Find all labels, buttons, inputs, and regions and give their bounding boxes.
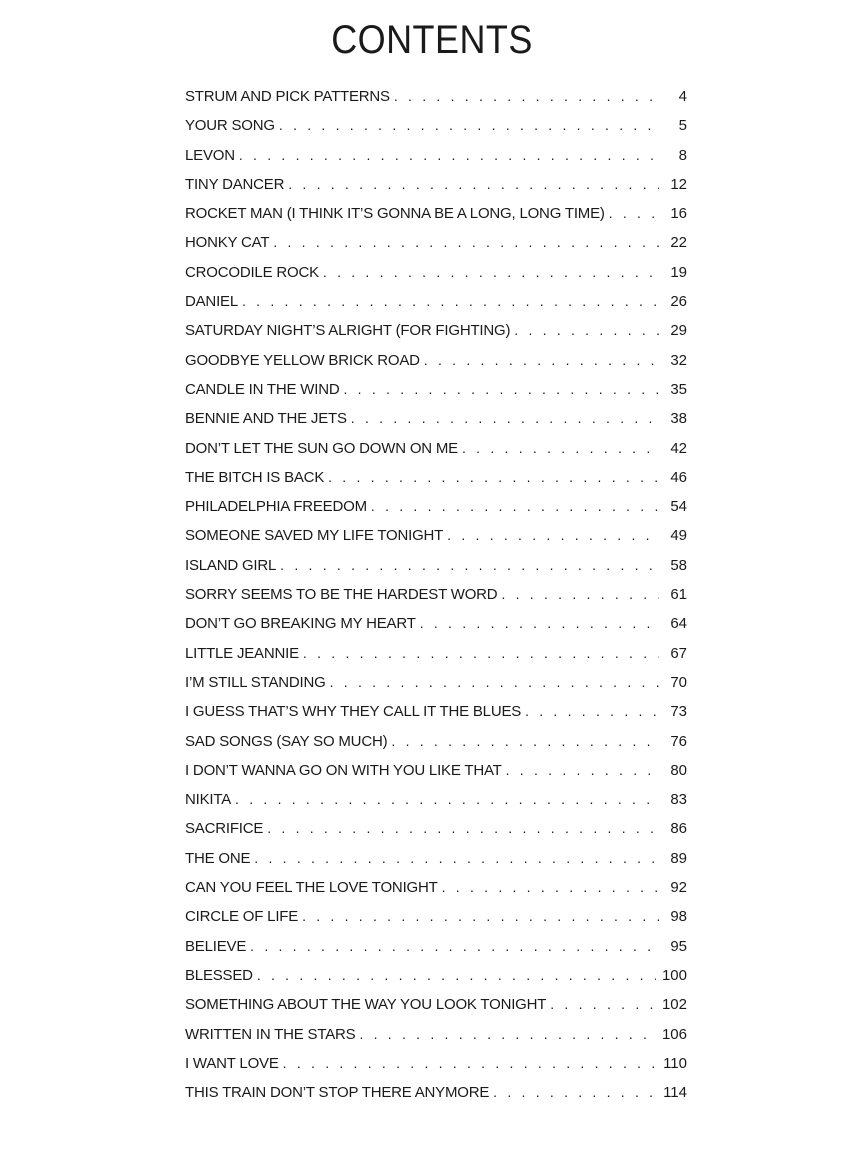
toc-entry-title: THIS TRAIN DON’T STOP THERE ANYMORE — [185, 1084, 490, 1102]
toc-entry — [185, 521, 687, 550]
toc-entry-title: THE ONE — [185, 849, 251, 867]
toc-entry-page-number: 80 — [670, 761, 687, 779]
toc-entry-page-number: 86 — [670, 820, 687, 838]
toc-entry-title: ISLAND GIRL — [185, 556, 277, 574]
toc-entry — [185, 932, 687, 961]
toc-entry-page-number: 64 — [670, 615, 687, 633]
toc-entry-page-number: 29 — [670, 322, 687, 340]
toc-entry-title: PHILADELPHIA FREEDOM — [185, 498, 367, 516]
toc-entry — [185, 639, 687, 668]
toc-entry-title: NIKITA — [185, 791, 232, 809]
dot-leader — [328, 463, 659, 492]
toc-entry-title: THE BITCH IS BACK — [185, 468, 325, 486]
toc-entry — [185, 228, 687, 257]
toc-entry-page-number: 4 — [678, 88, 687, 105]
toc-entry — [185, 375, 687, 404]
dot-leader — [514, 316, 659, 345]
dot-leader — [302, 902, 659, 931]
toc-entry — [185, 785, 687, 814]
dot-leader — [506, 756, 659, 785]
toc-entry — [185, 697, 687, 726]
dot-leader — [550, 990, 656, 1019]
toc-entry-page-number: 92 — [670, 879, 687, 897]
dot-leader — [391, 727, 659, 756]
toc-entry — [185, 141, 687, 170]
toc-entry-title: ROCKET MAN (I THINK IT’S GONNA BE A LONG, LONG TIME) — [185, 205, 605, 223]
toc-entry-title: STRUM AND PICK PATTERNS — [185, 88, 390, 105]
toc-entry — [185, 82, 687, 111]
toc-entry-title: TINY DANCER — [185, 175, 285, 193]
dot-leader — [254, 844, 659, 873]
toc-entry — [185, 287, 687, 316]
toc-entry-title: BENNIE AND THE JETS — [185, 410, 347, 428]
dot-leader — [283, 1049, 657, 1078]
table-of-contents — [185, 82, 687, 1107]
toc-entry-title: DANIEL — [185, 293, 238, 311]
toc-entry — [185, 1020, 687, 1049]
toc-entry-title: BELIEVE — [185, 937, 247, 955]
toc-entry — [185, 902, 687, 931]
toc-entry-page-number: 42 — [670, 439, 687, 457]
toc-entry — [185, 463, 687, 492]
toc-entry-page-number: 95 — [670, 937, 687, 955]
toc-entry — [185, 727, 687, 756]
dot-leader — [280, 551, 659, 580]
dot-leader — [235, 785, 659, 814]
dot-leader — [442, 873, 659, 902]
toc-entry-title: LEVON — [185, 146, 235, 164]
toc-entry-title: BLESSED — [185, 966, 253, 984]
dot-leader — [330, 668, 659, 697]
toc-entry-page-number: 100 — [661, 966, 687, 984]
toc-entry-page-number: 89 — [670, 849, 687, 867]
dot-leader — [257, 961, 656, 990]
dot-leader — [447, 521, 659, 550]
dot-leader — [525, 697, 659, 726]
toc-entry-page-number: 5 — [678, 117, 687, 135]
toc-entry — [185, 961, 687, 990]
dot-leader — [371, 492, 659, 521]
toc-entry-title: DON’T LET THE SUN GO DOWN ON ME — [185, 439, 458, 457]
toc-entry-page-number: 102 — [661, 996, 687, 1014]
dot-leader — [279, 111, 659, 140]
toc-entry-page-number: 83 — [670, 791, 687, 809]
toc-entry — [185, 492, 687, 521]
toc-entry — [185, 111, 687, 140]
toc-entry-page-number: 26 — [670, 293, 687, 311]
dot-leader — [250, 932, 659, 961]
page-title: CONTENTS — [331, 18, 533, 62]
toc-entry-title: DON’T GO BREAKING MY HEART — [185, 615, 416, 633]
dot-leader — [267, 814, 659, 843]
dot-leader — [323, 258, 659, 287]
toc-entry-page-number: 49 — [670, 527, 687, 545]
dot-leader — [239, 141, 659, 170]
toc-entry-page-number: 16 — [670, 205, 687, 223]
toc-entry — [185, 756, 687, 785]
toc-entry-title: SAD SONGS (SAY SO MUCH) — [185, 732, 388, 750]
toc-entry-title: SACRIFICE — [185, 820, 264, 838]
toc-entry-page-number: 73 — [670, 703, 687, 721]
toc-entry — [185, 668, 687, 697]
toc-entry-page-number: 46 — [670, 468, 687, 486]
dot-leader — [609, 199, 659, 228]
toc-entry-page-number: 32 — [670, 351, 687, 369]
toc-entry-page-number: 19 — [670, 263, 687, 281]
toc-entry — [185, 170, 687, 199]
toc-entry-title: SATURDAY NIGHT’S ALRIGHT (FOR FIGHTING) — [185, 322, 511, 340]
toc-entry — [185, 258, 687, 287]
dot-leader — [424, 346, 659, 375]
toc-entry-title: I DON’T WANNA GO ON WITH YOU LIKE THAT — [185, 761, 502, 779]
toc-entry-title: WRITTEN IN THE STARS — [185, 1025, 356, 1043]
toc-entry-title: SOMETHING ABOUT THE WAY YOU LOOK TONIGHT — [185, 996, 547, 1014]
toc-entry — [185, 1049, 687, 1078]
toc-entry — [185, 316, 687, 345]
dot-leader — [394, 82, 659, 111]
dot-leader — [493, 1078, 657, 1107]
toc-entry-page-number: 106 — [661, 1025, 687, 1043]
toc-entry-page-number: 61 — [670, 586, 687, 604]
toc-entry-title: GOODBYE YELLOW BRICK ROAD — [185, 351, 420, 369]
toc-entry — [185, 551, 687, 580]
toc-entry — [185, 990, 687, 1019]
toc-entry-page-number: 54 — [670, 498, 687, 516]
toc-entry-page-number: 67 — [670, 644, 687, 662]
toc-entry-title: I’M STILL STANDING — [185, 673, 326, 691]
dot-leader — [501, 580, 659, 609]
toc-entry-page-number: 58 — [670, 556, 687, 574]
toc-entry-page-number: 12 — [670, 175, 687, 193]
toc-entry-title: LITTLE JEANNIE — [185, 644, 299, 662]
toc-entry — [185, 844, 687, 873]
toc-entry-title: CROCODILE ROCK — [185, 263, 319, 281]
dot-leader — [343, 375, 659, 404]
dot-leader — [462, 434, 659, 463]
dot-leader — [242, 287, 659, 316]
toc-entry-page-number: 38 — [670, 410, 687, 428]
toc-entry — [185, 404, 687, 433]
toc-entry-page-number: 114 — [663, 1084, 687, 1102]
toc-entry-page-number: 8 — [678, 146, 687, 164]
toc-entry — [185, 1078, 687, 1107]
toc-entry — [185, 814, 687, 843]
toc-entry-title: CIRCLE OF LIFE — [185, 908, 299, 926]
dot-leader — [351, 404, 659, 433]
toc-entry-page-number: 110 — [663, 1054, 687, 1072]
toc-entry-page-number: 76 — [670, 732, 687, 750]
toc-entry — [185, 580, 687, 609]
dot-leader — [273, 228, 659, 257]
dot-leader — [420, 609, 659, 638]
toc-entry — [185, 434, 687, 463]
toc-entry-title: YOUR SONG — [185, 117, 275, 135]
dot-leader — [303, 639, 659, 668]
toc-entry — [185, 609, 687, 638]
toc-entry-title: I WANT LOVE — [185, 1054, 279, 1072]
toc-entry-title: HONKY CAT — [185, 234, 270, 252]
toc-entry — [185, 873, 687, 902]
toc-entry-title: I GUESS THAT’S WHY THEY CALL IT THE BLUES — [185, 703, 522, 721]
toc-entry-title: SORRY SEEMS TO BE THE HARDEST WORD — [185, 586, 498, 604]
toc-entry-title: CANDLE IN THE WIND — [185, 380, 340, 398]
dot-leader — [288, 170, 659, 199]
dot-leader — [359, 1020, 656, 1049]
toc-entry-page-number: 98 — [670, 908, 687, 926]
toc-entry-page-number: 22 — [670, 234, 687, 252]
toc-entry — [185, 346, 687, 375]
toc-entry-title: SOMEONE SAVED MY LIFE TONIGHT — [185, 527, 444, 545]
toc-entry — [185, 199, 687, 228]
toc-entry-title: CAN YOU FEEL THE LOVE TONIGHT — [185, 879, 438, 897]
toc-entry-page-number: 35 — [670, 380, 687, 398]
toc-entry-page-number: 70 — [670, 673, 687, 691]
